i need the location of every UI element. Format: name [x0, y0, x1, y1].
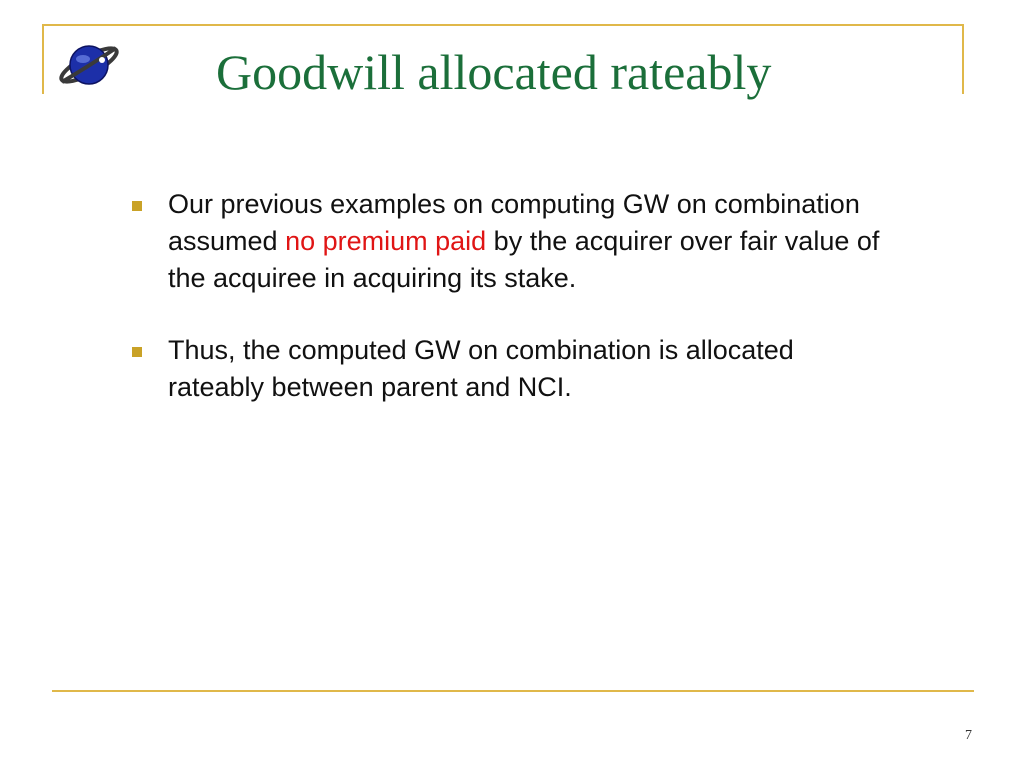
bullet-marker-icon — [132, 347, 142, 357]
bullet-list — [130, 186, 890, 406]
header-right-rule — [962, 24, 964, 94]
header-left-rule — [42, 24, 44, 94]
bullet-marker-icon — [132, 201, 142, 211]
bullet-item — [130, 332, 890, 406]
slide-title: Goodwill allocated rateably — [216, 44, 772, 100]
bullet-text: Thus, the computed GW on combination is allocated rateably between parent and NCI. — [168, 335, 794, 402]
page-number: 7 — [965, 728, 972, 743]
footer-rule — [52, 690, 974, 692]
bullet-text: Our previous examples on computing GW on combination assumed — [168, 189, 860, 256]
header-top-rule — [42, 24, 964, 26]
bullet-highlight: no premium paid — [285, 226, 487, 256]
bullet-item — [130, 186, 890, 297]
bullet-text-continued: by the acquirer over fair value of the acquiree in acquiring its stake. — [168, 226, 880, 293]
globe-logo-icon — [56, 38, 122, 92]
